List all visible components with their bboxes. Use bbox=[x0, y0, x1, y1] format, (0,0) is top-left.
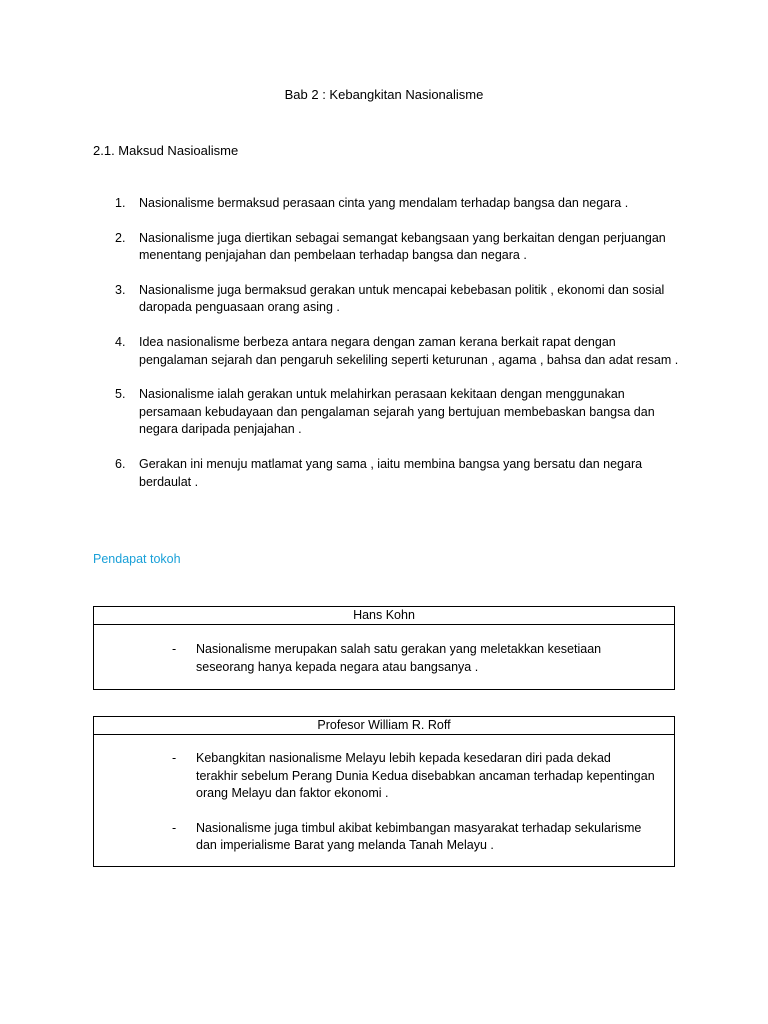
definition-list bbox=[0, 195, 768, 508]
bullet-text: Nasionalisme merupakan salah satu gerakan yang meletakkan kesetiaan seseorang hanya kepada negara atau bangsanya . bbox=[196, 642, 602, 674]
list-number: 2. bbox=[115, 230, 126, 245]
box-header: Profesor William R. Roff bbox=[94, 717, 674, 735]
list-text: Nasionalisme ialah gerakan untuk melahirkan perasaan kekitaan dengan menggunakan persamaan kebudayaan dan pengalaman sejarah yang bertujuan membebaskan bangsa dan negara daripada penjajahan . bbox=[139, 387, 655, 437]
section-heading: 2.1. Maksud Nasioalisme bbox=[93, 143, 239, 158]
list-number: 3. bbox=[115, 282, 126, 297]
bullet-text: Kebangkitan nasionalisme Melayu lebih kepada kesedaran diri pada dekad terakhir sebelum Perang Dunia Kedua disebabkan ancaman terhadap kepentingan orang Melayu dan faktor ekonomi . bbox=[196, 751, 655, 801]
box-body bbox=[94, 625, 674, 676]
list-item bbox=[0, 334, 768, 369]
list-text: Nasionalisme juga diertikan sebagai semangat kebangsaan yang berkaitan dengan perjuangan menentang penjajahan dan pembelaan terhadap bangsa dan negara . bbox=[139, 230, 666, 263]
list-text: Idea nasionalisme berbeza antara negara dengan zaman kerana berkait rapat dengan pengalaman sejarah dan pengaruh sekeliling seperti keturunan , agama , bahsa dan adat resam . bbox=[139, 334, 679, 367]
bullet-item bbox=[94, 820, 674, 855]
list-number: 1. bbox=[115, 196, 126, 210]
bullet-item bbox=[94, 641, 674, 676]
list-item bbox=[0, 282, 768, 317]
list-text: Nasionalisme bermaksud perasaan cinta yang mendalam terhadap bangsa dan negara . bbox=[139, 196, 629, 210]
william-roff-box bbox=[93, 716, 675, 867]
bullet-item bbox=[94, 750, 674, 803]
bullet-dash: - bbox=[172, 642, 177, 656]
bullet-dash: - bbox=[172, 751, 177, 765]
hans-kohn-box bbox=[93, 606, 675, 690]
list-number: 4. bbox=[115, 334, 126, 349]
box-header: Hans Kohn bbox=[94, 607, 674, 625]
list-text: Gerakan ini menuju matlamat yang sama , iaitu membina bangsa yang bersatu dan negara berdaulat . bbox=[139, 456, 643, 489]
bullet-dash: - bbox=[172, 820, 177, 835]
list-text: Nasionalisme juga bermaksud gerakan untuk mencapai kebebasan politik , ekonomi dan sosial daropada penguasaan orang asing . bbox=[139, 282, 665, 315]
list-item bbox=[0, 195, 768, 213]
list-item bbox=[0, 386, 768, 439]
bullet-text: Nasionalisme juga timbul akibat kebimbangan masyarakat terhadap sekularisme dan imperialisme Barat yang melanda Tanah Melayu . bbox=[196, 820, 642, 853]
list-number: 5. bbox=[115, 387, 126, 402]
list-item bbox=[0, 230, 768, 265]
chapter-title: Bab 2 : Kebangkitan Nasionalisme bbox=[284, 87, 484, 102]
list-number: 6. bbox=[115, 456, 126, 471]
box-body bbox=[94, 735, 674, 855]
list-item bbox=[0, 456, 768, 491]
opinions-heading: Pendapat tokoh bbox=[93, 552, 181, 566]
